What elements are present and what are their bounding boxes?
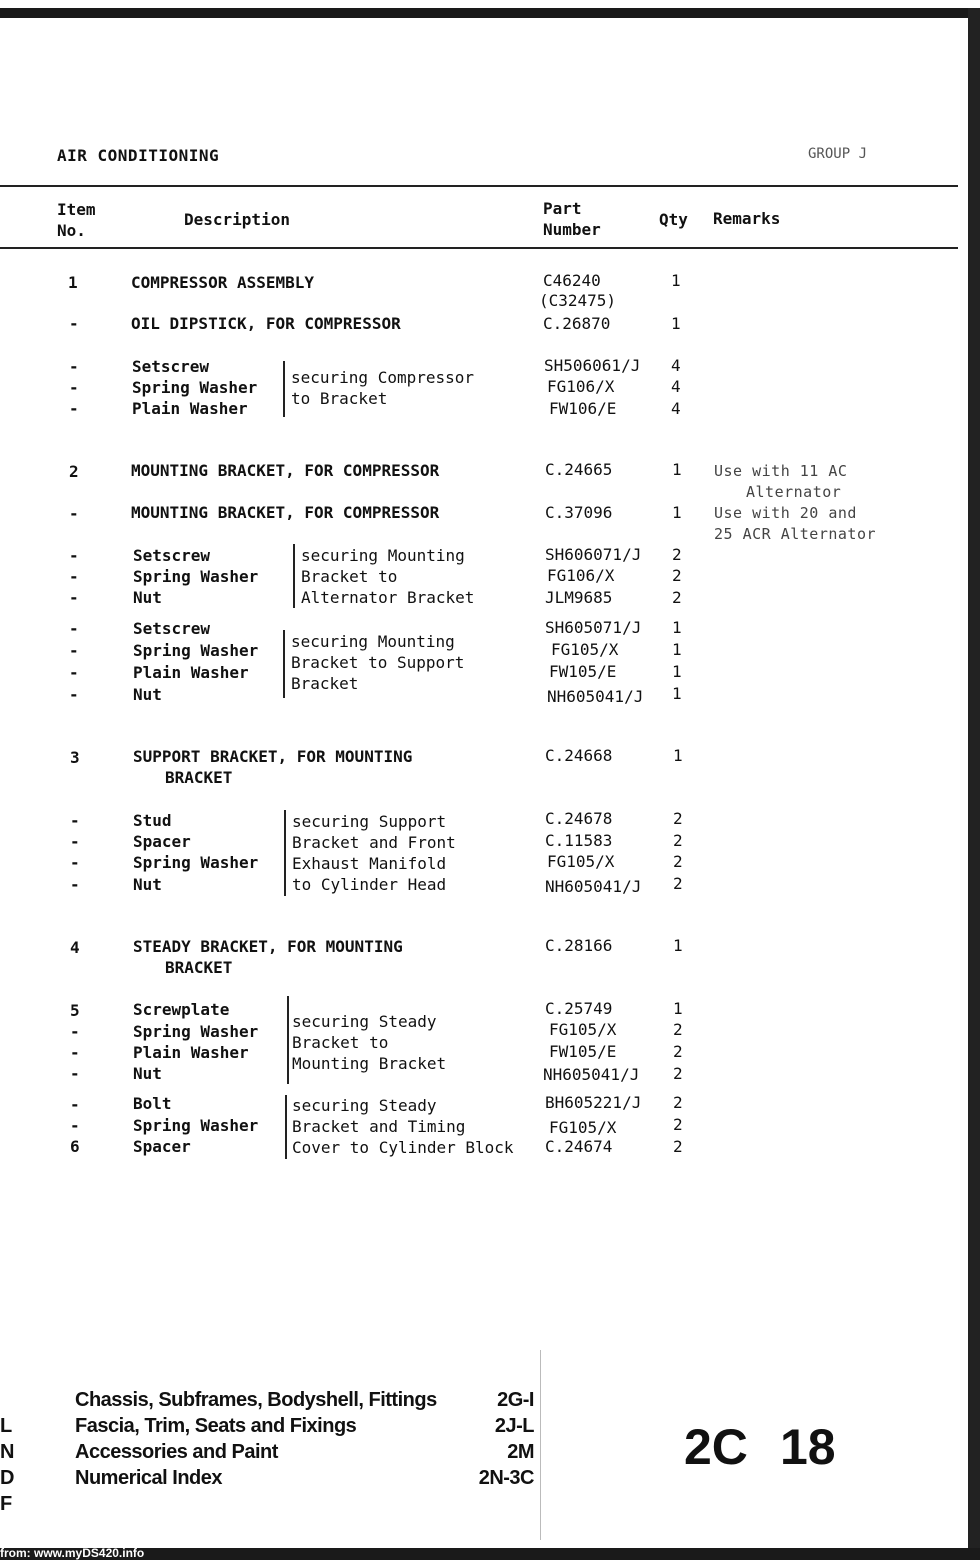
index-label[interactable]: Fascia, Trim, Seats and Fixings <box>75 1415 357 1437</box>
header-rule-bottom <box>0 247 958 249</box>
remark <box>714 503 876 545</box>
row-qty: 2 <box>672 588 682 607</box>
row-desc: Stud <box>133 811 172 830</box>
row-part: C.24678 <box>545 809 613 828</box>
row-part: C.24665 <box>545 460 613 479</box>
row-part: JLM9685 <box>545 588 613 607</box>
row-part: C.24674 <box>545 1137 613 1156</box>
row-part: FW105/E <box>549 662 617 681</box>
row-desc: Plain Washer <box>133 1043 249 1062</box>
row-item: - <box>69 399 79 418</box>
bracket-note-line: Mounting Bracket <box>292 1054 447 1073</box>
bracket-bar <box>293 544 295 608</box>
index-labels <box>75 1387 437 1491</box>
row-desc: MOUNTING BRACKET, FOR COMPRESSOR <box>131 461 440 480</box>
row-part: FG105/X <box>549 1118 617 1137</box>
row-desc: Nut <box>133 1064 162 1083</box>
index-codes <box>446 1387 534 1491</box>
row-item: - <box>70 1043 80 1062</box>
edge-letter: N <box>0 1441 15 1463</box>
row-qty: 1 <box>671 271 681 290</box>
bracket-note-line: Bracket and Timing <box>292 1117 466 1136</box>
edge-letter: L <box>0 1415 13 1437</box>
row-item: - <box>69 641 79 660</box>
bracket-note-line: Bracket to <box>292 1033 389 1052</box>
row-qty: 2 <box>673 1137 683 1156</box>
index-code[interactable]: 2N-3C <box>478 1467 534 1489</box>
row-item: - <box>69 588 79 607</box>
row-qty: 2 <box>673 809 683 828</box>
section-title: AIR CONDITIONING <box>57 146 220 165</box>
row-qty: 1 <box>672 640 682 659</box>
row-part: FW105/E <box>549 1042 617 1061</box>
row-part: NH605041/J <box>543 1065 640 1084</box>
remark-line: 25 ACR Alternator <box>714 525 877 543</box>
row-desc: Plain Washer <box>133 663 249 682</box>
col-description: Description <box>184 210 290 229</box>
index-code[interactable]: 2G-I <box>497 1389 534 1411</box>
row-item: - <box>70 853 80 872</box>
row-part: SH605071/J <box>545 618 642 637</box>
bracket-note-line: securing Mounting <box>291 632 455 651</box>
col-part-line2: Number <box>543 220 601 239</box>
col-item-line1: Item <box>57 200 96 219</box>
index-label[interactable]: Accessories and Paint <box>75 1441 278 1463</box>
col-part-line1: Part <box>543 199 582 218</box>
row-item: - <box>69 504 79 523</box>
row-desc: Spring Washer <box>133 853 259 872</box>
row-desc: Spring Washer <box>133 567 259 586</box>
bracket-note-line: to Cylinder Head <box>292 875 447 894</box>
row-item: 4 <box>70 938 80 957</box>
row-qty: 2 <box>673 874 683 893</box>
row-qty: 2 <box>672 545 682 564</box>
bracket-note-line: to Bracket <box>291 389 388 408</box>
row-desc: Bolt <box>133 1094 172 1113</box>
bracket-note-line: securing Steady <box>292 1012 437 1031</box>
row-item: - <box>70 1022 80 1041</box>
row-item: - <box>70 811 80 830</box>
row-part: NH605041/J <box>545 877 642 896</box>
row-qty: 1 <box>672 662 682 681</box>
row-part: SH506061/J <box>544 356 641 375</box>
bracket-note-line: Exhaust Manifold <box>292 854 447 873</box>
row-part: C46240 <box>543 271 601 290</box>
row-desc: STEADY BRACKET, FOR MOUNTING <box>133 937 403 956</box>
row-qty: 1 <box>672 503 682 522</box>
group-label: GROUP J <box>808 146 868 162</box>
row-part: C.37096 <box>545 503 613 522</box>
row-part: C.25749 <box>545 999 613 1018</box>
row-part: C.26870 <box>543 314 611 333</box>
row-item: 3 <box>70 748 80 767</box>
row-desc: Screwplate <box>133 1000 230 1019</box>
row-part: C.11583 <box>545 831 613 850</box>
scan-bottom-edge <box>0 1548 980 1560</box>
row-desc: Spring Washer <box>133 1022 259 1041</box>
row-desc: COMPRESSOR ASSEMBLY <box>131 273 315 292</box>
row-desc-cont: BRACKET <box>165 768 233 787</box>
row-qty: 2 <box>673 1093 683 1112</box>
bracket-note <box>301 545 474 608</box>
bracket-note-line: securing Mounting <box>301 546 465 565</box>
row-qty: 2 <box>672 566 682 585</box>
row-item: - <box>69 314 79 333</box>
bracket-note <box>291 367 474 409</box>
row-part: C.24668 <box>545 746 613 765</box>
row-part: C.28166 <box>545 936 613 955</box>
row-item: - <box>70 832 80 851</box>
edge-letter: D <box>0 1467 15 1489</box>
row-qty: 4 <box>671 356 681 375</box>
edge-letter: F <box>0 1493 13 1515</box>
row-item: 2 <box>69 462 79 481</box>
col-item <box>57 199 96 241</box>
row-qty: 2 <box>673 852 683 871</box>
row-qty: 2 <box>673 1064 683 1083</box>
row-desc: Setscrew <box>132 357 210 376</box>
row-qty: 1 <box>672 684 682 703</box>
row-part: SH606071/J <box>545 545 642 564</box>
index-code[interactable]: 2J-L <box>494 1415 534 1437</box>
row-desc: Nut <box>133 685 162 704</box>
page-code: 2C <box>684 1419 748 1475</box>
row-desc: Spring Washer <box>133 641 259 660</box>
bracket-note-line: Alternator Bracket <box>301 588 475 607</box>
row-item: - <box>69 663 79 682</box>
row-item: - <box>69 546 79 565</box>
row-desc: MOUNTING BRACKET, FOR COMPRESSOR <box>131 503 440 522</box>
row-desc: Spacer <box>133 832 191 851</box>
index-label[interactable]: Numerical Index <box>75 1467 223 1489</box>
row-desc: Nut <box>133 588 162 607</box>
bracket-note-line: Bracket to Support <box>291 653 465 672</box>
bracket-bar <box>287 996 289 1084</box>
bracket-note <box>292 811 456 895</box>
bracket-bar <box>285 1095 287 1159</box>
row-qty: 2 <box>673 1115 683 1134</box>
scan-right-edge <box>968 8 980 1560</box>
bracket-note-line: securing Steady <box>292 1096 437 1115</box>
bracket-bar <box>283 361 285 417</box>
col-qty: Qty <box>659 210 688 229</box>
bracket-note-line: Bracket to <box>301 567 398 586</box>
row-part: FG105/X <box>547 852 615 871</box>
bracket-note <box>292 1095 514 1158</box>
row-desc: Plain Washer <box>132 399 248 418</box>
row-desc: Setscrew <box>133 619 211 638</box>
page-number: 18 <box>780 1419 836 1475</box>
index-label[interactable]: Chassis, Subframes, Bodyshell, Fittings <box>75 1389 437 1411</box>
row-qty: 4 <box>671 377 681 396</box>
col-item-line2: No. <box>57 221 86 240</box>
scan-top-edge <box>0 8 970 18</box>
row-desc: Nut <box>133 875 162 894</box>
row-item: - <box>69 378 79 397</box>
row-qty: 4 <box>671 399 681 418</box>
row-qty: 1 <box>673 999 683 1018</box>
row-part: FG105/X <box>549 1020 617 1039</box>
row-qty: 1 <box>672 618 682 637</box>
row-item: 1 <box>68 273 78 292</box>
bracket-note <box>292 1011 446 1074</box>
bracket-note-line: securing Compressor <box>291 368 475 387</box>
source-watermark: from: www.myDS420.info <box>0 1546 145 1560</box>
remark <box>714 461 847 503</box>
bracket-note-line: Bracket <box>291 674 359 693</box>
row-part: FG105/X <box>551 640 619 659</box>
row-qty: 2 <box>673 831 683 850</box>
row-item: - <box>69 619 79 638</box>
row-desc: Setscrew <box>133 546 211 565</box>
remark-line: Use with 11 AC <box>714 462 848 480</box>
row-qty: 1 <box>673 746 683 765</box>
row-part: FG106/X <box>547 566 615 585</box>
row-item: - <box>69 567 79 586</box>
row-item: - <box>69 357 79 376</box>
row-item: - <box>70 875 80 894</box>
row-desc: OIL DIPSTICK, FOR COMPRESSOR <box>131 314 401 333</box>
row-part: FW106/E <box>549 399 617 418</box>
header-rule-top <box>0 185 958 187</box>
row-part: BH605221/J <box>545 1093 642 1112</box>
row-part: (C32475) <box>539 291 617 310</box>
row-item: 5 <box>70 1001 80 1020</box>
bracket-note-line: Cover to Cylinder Block <box>292 1138 514 1157</box>
col-remarks: Remarks <box>713 209 781 228</box>
remark-line: Alternator <box>746 483 842 501</box>
row-part: FG106/X <box>547 377 615 396</box>
row-desc: SUPPORT BRACKET, FOR MOUNTING <box>133 747 413 766</box>
row-item: 6 <box>70 1137 80 1156</box>
remark-line: Use with 20 and <box>714 504 857 522</box>
row-item: - <box>70 1064 80 1083</box>
row-qty: 2 <box>673 1042 683 1061</box>
fiche-divider <box>540 1350 541 1540</box>
col-part <box>543 198 601 240</box>
row-qty: 1 <box>671 314 681 333</box>
row-desc: Spacer <box>133 1137 191 1156</box>
row-qty: 1 <box>673 936 683 955</box>
row-part: NH605041/J <box>547 687 644 706</box>
row-desc-cont: BRACKET <box>165 958 233 977</box>
row-item: - <box>70 1116 80 1135</box>
edge-letters <box>0 1413 14 1517</box>
bracket-note-line: securing Support <box>292 812 447 831</box>
bracket-bar <box>283 630 285 698</box>
row-item: - <box>70 1095 80 1114</box>
row-item: - <box>69 685 79 704</box>
row-desc: Spring Washer <box>132 378 258 397</box>
bracket-bar <box>284 810 286 896</box>
row-desc: Spring Washer <box>133 1116 259 1135</box>
row-qty: 1 <box>672 460 682 479</box>
bracket-note <box>291 631 464 694</box>
bracket-note-line: Bracket and Front <box>292 833 456 852</box>
index-code[interactable]: 2M <box>507 1441 534 1463</box>
row-qty: 2 <box>673 1020 683 1039</box>
